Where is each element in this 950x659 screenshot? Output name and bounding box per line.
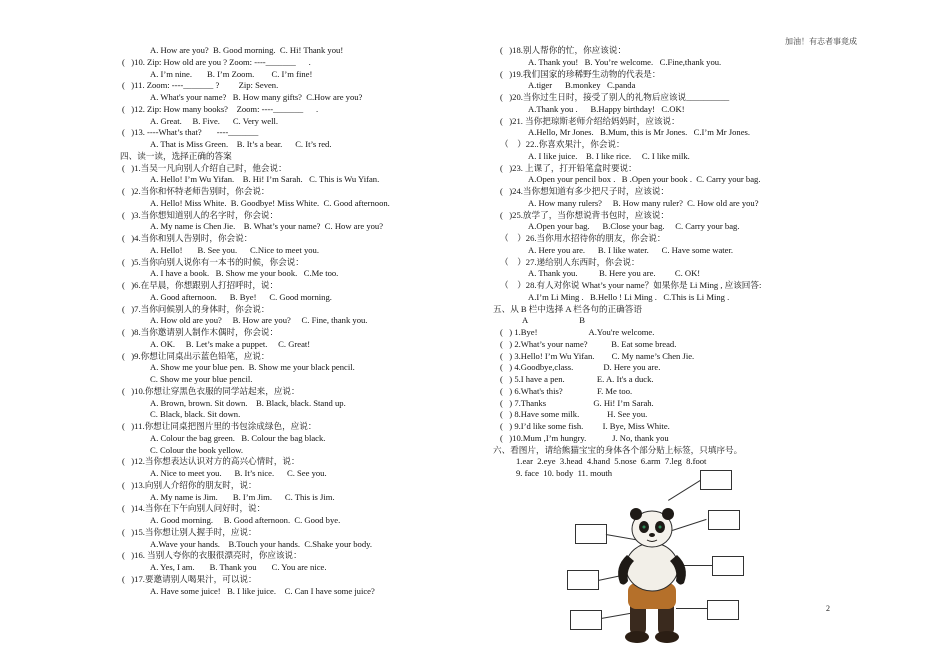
right-column-line: A.Open your bag. B.Close your bag. C. Carry your bag. xyxy=(528,221,740,232)
right-column-line: A.I’m Li Ming . B.Hello ! Li Ming . C.This is Li Ming . xyxy=(528,291,730,302)
left-column-line: A. Hello! I’m Wu Yifan. B. Hi! I’m Sarah. C. This is Wu Yifan. xyxy=(150,174,380,185)
left-column-line: ( )10. Zip: How old are you ? Zoom: ----_______ . xyxy=(122,56,311,67)
right-column-line: A. How many rulers? B. How many ruler? C. How old are you? xyxy=(528,197,759,208)
right-column-line: ( ) 4.Goodbye,class. D. Here you are. xyxy=(500,362,661,373)
right-column-line: ( ) 3.Hello! I’m Wu Yifan. C. My name’s Chen Jie. xyxy=(500,350,695,361)
right-column-line: 1.ear 2.eye 3.head 4.hand 5.nose 6.arm 7.leg 8.foot xyxy=(516,456,707,467)
left-column-line: A. Great. B. Five. C. Very well. xyxy=(150,115,279,126)
label-box[interactable] xyxy=(708,510,740,530)
right-column-line: A.Open your pencil box . B .Open your book . C. Carry your bag. xyxy=(528,174,761,185)
right-column-line: A. Thank you. B. Here you are. C. OK! xyxy=(528,268,701,279)
right-column-line: A. Thank you! B. You’re welcome. C.Fine,thank you. xyxy=(528,56,722,67)
right-column-line: ( ) 5.I have a pen. E. A. It's a duck. xyxy=(500,374,654,384)
left-column-line: ( )8.当你邀请别人制作木偶时，你会说： xyxy=(122,327,279,337)
panda-illustration xyxy=(612,505,692,645)
right-column-line: ( )21. 当你把琼斯老师介绍给妈妈时，应该说： xyxy=(500,115,680,126)
label-box[interactable] xyxy=(567,570,599,590)
left-column-line: ( )7.当你问候别人的身体时，你会说： xyxy=(122,303,270,314)
right-column-line: ( )24.当你想知道有多少把尺子时，应该说： xyxy=(500,186,670,196)
right-column-line: （ ）27.递给别人东西时，你会说： xyxy=(500,256,640,267)
right-column-line: 五、从 B 栏中选择 A 栏各句的正确答语 xyxy=(493,303,642,314)
left-column-line: A. How are you? B. Good morning. C. Hi! Thank you! xyxy=(150,45,344,55)
right-column-line: ( )19.我们国家的珍稀野生动物的代表是： xyxy=(500,68,661,79)
page-number: 2 xyxy=(826,604,830,613)
left-column-line: ( )10.你想让穿黑色衣服的同学站起来，应说： xyxy=(122,385,300,396)
right-column-line: ( ) 1.Bye! A.You're welcome. xyxy=(500,327,655,337)
left-column-line: A. I’m nine. B. I’m Zoom. C. I’m fine! xyxy=(150,68,313,79)
right-column-line: ( ) 8.Have some milk. H. See you. xyxy=(500,409,648,420)
left-column-line: ( )3.当你想知道别人的名字时，你会说： xyxy=(122,209,279,220)
left-column-line: ( )9.你想让同桌出示蓝色铅笔，应说： xyxy=(122,350,270,361)
left-column-line: ( )12. Zip: How many books? Zoom: ----_______ . xyxy=(122,103,319,114)
right-column-line: ( )18.别人帮你的忙，你应该说： xyxy=(500,45,627,55)
label-box[interactable] xyxy=(700,470,732,490)
left-column-line: ( )2.当你和怀特老师告别时，你会说： xyxy=(122,186,270,196)
left-column-line: A. How old are you? B. How are you? C. Fine, thank you. xyxy=(150,315,368,326)
left-column-line: A. Hello! B. See you. C.Nice to meet you. xyxy=(150,244,319,255)
left-column-line: A. My name is Chen Jie. B. What’s your name? C. How are you? xyxy=(150,221,384,232)
left-column-line: ( )5.当你向别人说你有一本书的时候，你会说： xyxy=(122,256,304,267)
left-column-line: ( )1.当吴一凡向别人介绍自己时，他会说： xyxy=(122,162,287,173)
right-column-line: ( )10.Mum ,I’m hungry. J. No, thank you xyxy=(500,432,669,443)
right-column-line: （ ）26.当你用水招待你的朋友，你会说： xyxy=(500,233,666,243)
left-column-line: A. Have some juice! B. I like juice. C. Can I have some juice? xyxy=(150,585,375,596)
left-column-line: A. Hello! Miss White. B. Goodbye! Miss White. C. Good afternoon. xyxy=(150,197,390,208)
left-column-line: ( )15.当你想让别人握手时，应说： xyxy=(122,526,257,537)
left-column-line: A. Colour the bag green. B. Colour the bag black. xyxy=(150,432,326,443)
left-column-line: A. Good morning. B. Good afternoon. C. Good bye. xyxy=(150,515,341,525)
left-column-line: ( )4.当你和别人告别时，你会说： xyxy=(122,233,253,243)
left-column-line: A. OK. B. Let’s make a puppet. C. Great! xyxy=(150,338,311,349)
left-column-line: ( )6.在早晨，你想跟别人打招呼时，说： xyxy=(122,280,279,290)
left-column-line: ( )16. 当别人夸你的衣服很漂亮时，你应该说： xyxy=(122,550,302,561)
right-column-line: ( ) 2.What’s your name? B. Eat some bread. xyxy=(500,338,677,349)
left-column-line: A. I have a book. B. Show me your book. C.Me too. xyxy=(150,268,339,279)
right-column-line: A.tiger B.monkey C.panda xyxy=(528,80,636,91)
label-box[interactable] xyxy=(712,556,744,576)
right-column-line: A.Thank you . B.Happy birthday! C.OK! xyxy=(528,103,685,114)
label-box[interactable] xyxy=(570,610,602,630)
left-column-line: ( )14.当你在下午向别人问好时，说： xyxy=(122,503,266,514)
left-column-line: A. My name is Jim. B. I’m Jim. C. This is Jim. xyxy=(150,491,335,502)
left-column-line: ( )12.当你想表达认识对方的高兴心情时，说： xyxy=(122,456,300,467)
left-column-line: A. That is Miss Green. B. It’s a bear. C. It’s red. xyxy=(150,139,332,149)
left-column-line: 四、读一读，选择正确的答案 xyxy=(120,150,232,161)
left-column-line: ( )11.你想让同桌把图片里的书包涂成绿色，应说： xyxy=(122,421,317,431)
left-column-line: A.Wave your hands. B.Touch your hands. C.Shake your body. xyxy=(150,538,373,549)
right-column-line: ( ) 6.What's this? F. Me too. xyxy=(500,385,633,396)
label-box[interactable] xyxy=(707,600,739,620)
left-column-line: ( )17.要邀请别人喝果汁，可以说： xyxy=(122,573,257,584)
left-column-line: ( )13.向别人介绍你的朋友时，说： xyxy=(122,479,257,490)
left-column-line: A. What's your name? B. How many gifts? C.How are you? xyxy=(150,92,363,102)
right-column-line: ( ) 9.I’d like some fish. I. Bye, Miss White. xyxy=(500,421,670,431)
left-column-line: C. Colour the book yellow. xyxy=(150,444,244,455)
right-column-line: A.Hello, Mr Jones. B.Mum, this is Mr Jones. C.I’m Mr Jones. xyxy=(528,127,751,138)
left-column-line: A. Show me your blue pen. B. Show me your black pencil. xyxy=(150,362,355,373)
left-column-line: C. Black, black. Sit down. xyxy=(150,409,241,420)
right-column-line: ( )25.放学了，当你想说背书包时，应该说： xyxy=(500,209,670,220)
right-column-line: A. I like juice. B. I like rice. C. I like milk. xyxy=(528,150,690,161)
label-box[interactable] xyxy=(575,524,607,544)
right-column-line: A. Here you are. B. I like water. C. Have some water. xyxy=(528,244,733,255)
left-column-line: A. Nice to meet you. B. It’s nice. C. See you. xyxy=(150,468,327,478)
right-column-line: ( ) 7.Thanks G. Hi! I’m Sarah. xyxy=(500,397,654,408)
left-column-line: ( )13. ----What’s that? ----_______ xyxy=(122,127,259,138)
right-column-line: 六、看图片，请给熊猫宝宝的身体各个部分贴上标签，只填序号。 xyxy=(493,444,743,455)
right-column-line: ( )20.当你过生日时，接受了别人的礼物后应该说__________ xyxy=(500,92,730,102)
left-column-line: ( )11. Zoom: ----_______ ? Zip: Seven. xyxy=(122,80,279,91)
header-motto: 加油！有志者事竟成 xyxy=(785,37,857,46)
leader-line xyxy=(668,480,701,501)
right-column-line: ( )23. 上课了，打开铅笔盒时要说： xyxy=(500,162,637,173)
left-column-line: A. Good afternoon. B. Bye! C. Good morning. xyxy=(150,291,332,302)
left-column-line: A. Brown, brown. Sit down. B. Black, black. Stand up. xyxy=(150,397,346,408)
left-column-line: C. Show me your blue pencil. xyxy=(150,374,253,384)
right-column-line: （ ）28.有人对你说 What’s your name？如果你是 Li Ming , 应该回答: xyxy=(500,280,762,290)
right-column-line: （ ）22..你喜欢果汁，你会说： xyxy=(500,139,625,149)
right-column-line: A B xyxy=(522,315,586,326)
right-column-line: 9. face 10. body 11. mouth xyxy=(516,468,613,478)
left-column-line: A. Yes, I am. B. Thank you C. You are nice. xyxy=(150,562,327,572)
